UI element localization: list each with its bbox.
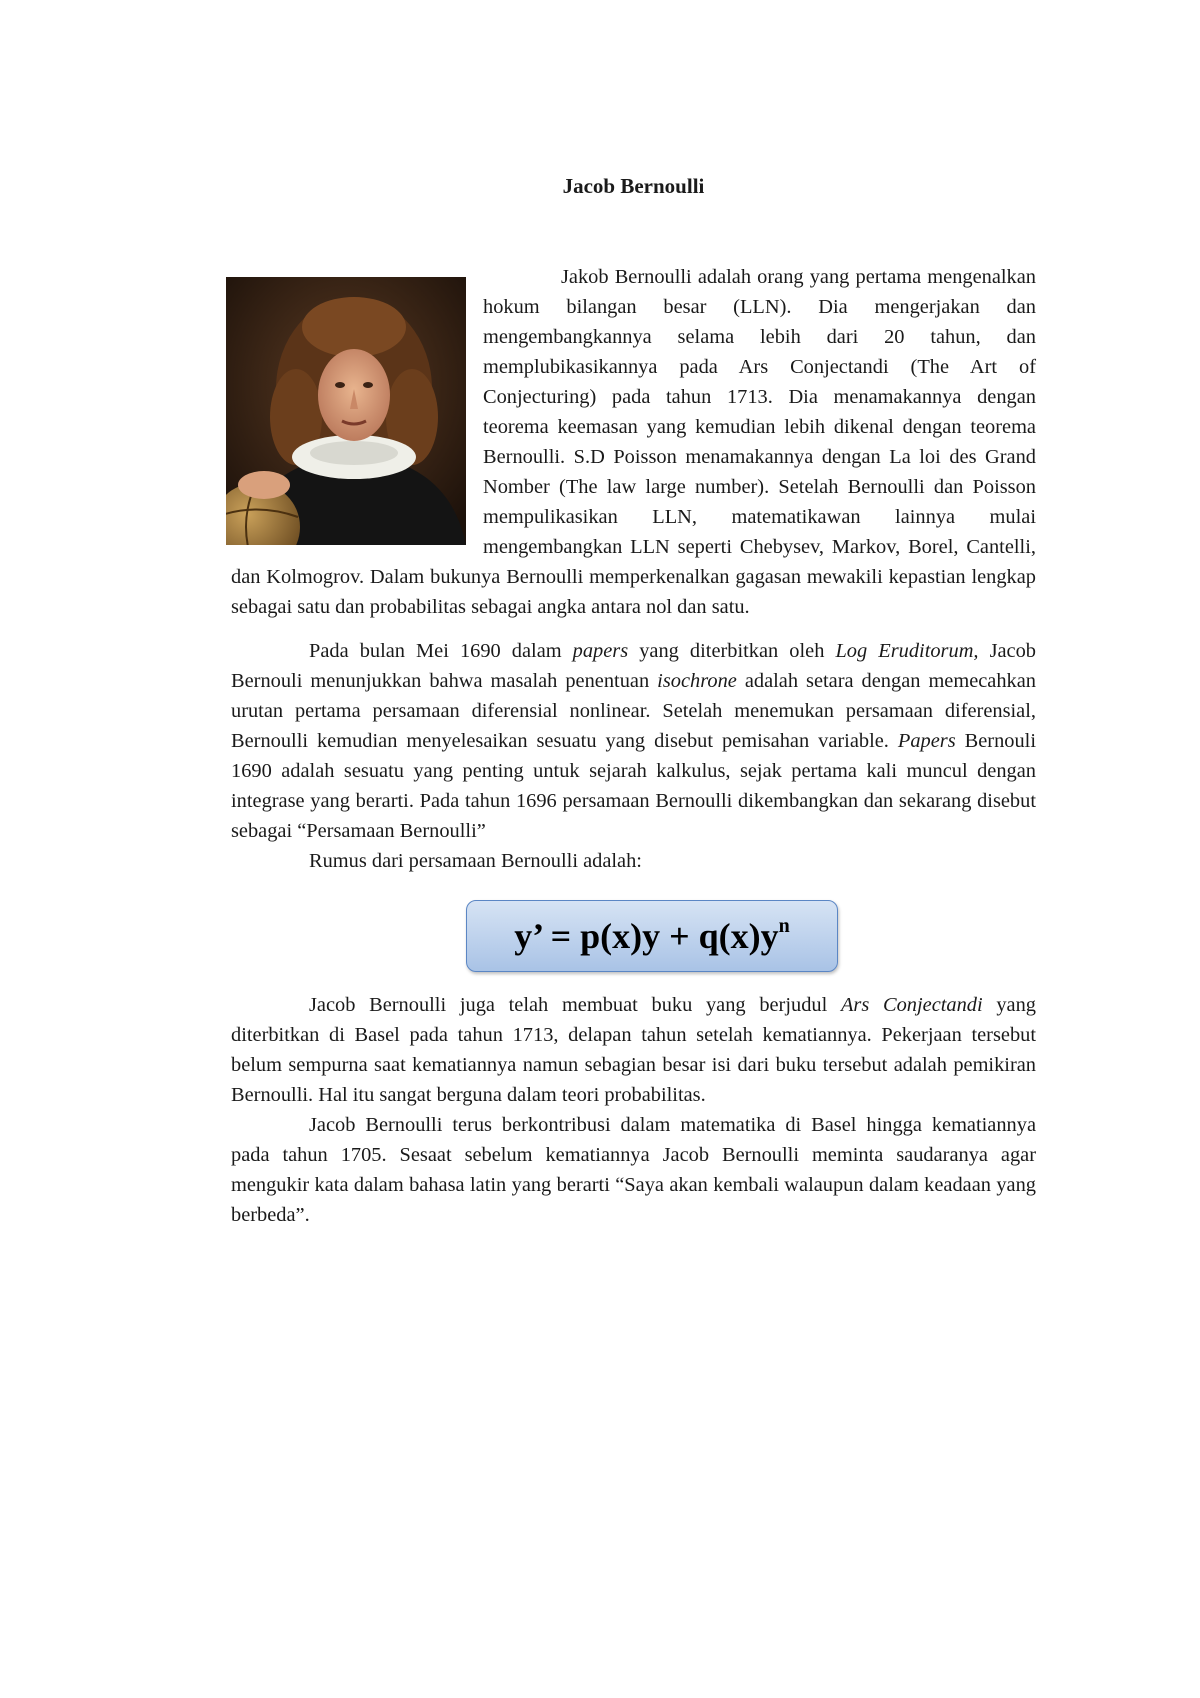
portrait-image <box>226 277 466 545</box>
paragraph-ars-text-1: Jacob Bernoulli juga telah membuat buku yang berjudul <box>309 994 841 1016</box>
formula-main: y’ = p(x)y + q(x)y <box>514 916 779 956</box>
paragraph-ars-italic-1: Ars Conjectandi <box>840 994 983 1016</box>
paragraph-formula-intro: Rumus dari persamaan Bernoulli adalah: <box>309 850 642 872</box>
paragraph-papers-italic-3: isochrone <box>657 670 737 692</box>
paragraph-papers-text-1: Pada bulan Mei 1690 dalam <box>309 640 573 662</box>
paragraph-papers-italic-4: Papers <box>897 730 956 752</box>
document-body <box>231 262 1036 1230</box>
paragraph-papers <box>231 636 1036 846</box>
paragraph-legacy: Jacob Bernoulli terus berkontribusi dalam matematika di Basel hingga kematiannya pada tahun 1705. Sesaat sebelum kematiannya Jacob Bernoulli meminta saudaranya agar mengukir kata dalam bahasa latin yang berarti “Saya akan kembali walaupun dalam keadaan yang berbeda”. <box>231 1114 1036 1226</box>
paragraph-intro: Jakob Bernoulli adalah orang yang pertama mengenalkan hokum bilangan besar (LLN). Dia mengerjakan dan mengembangkannya selama lebih dari 20 tahun, dan memplubikasikannya pada Ars Conjectandi (The Art of Conjecturing) pada tahun 1713. Dia menamakannya dengan teorema keemasan yang kemudian lebih dikenal dengan teorema Bernoulli. S.D Poisson menamakannya dengan La loi des Grand Nomber (The law large number). Setelah Bernoulli dan Poisson mempulikasikan LLN, matematikawan lainnya mulai mengembangkan LLN seperti Chebysev, Markov, Borel, Cantelli, dan Kolmogrov. Dalam bukunya Bernoulli memperkenalkan gagasan mewakili kepastian lengkap sebagai satu dan probabilitas sebagai angka antara nol dan satu. <box>231 266 1036 618</box>
page-title: Jacob Bernoulli <box>562 174 705 198</box>
paragraph-papers-text-4: adalah setara dengan memecahkan urutan pertama persamaan diferensial nonlinear. Setelah menemukan persamaan diferensial, Bernoulli kemudian menyelesaikan sesuatu yang disebut pemisahan variable. <box>231 670 1036 752</box>
formula-container <box>231 900 1036 972</box>
formula-exponent: n <box>778 915 790 937</box>
paragraph-papers-italic-1: papers <box>572 640 629 662</box>
paragraph-ars-conjectandi <box>231 990 1036 1110</box>
bernoulli-formula <box>466 900 838 972</box>
portrait-illustration <box>226 277 466 545</box>
paragraph-papers-text-3: Jacob Bernouli menunjukkan bahwa masalah penentuan <box>231 640 1036 692</box>
paragraph-papers-text-5: Bernouli 1690 adalah sesuatu yang penting untuk sejarah kalkulus, sejak pertama kali muncul dengan integrase yang berarti. Pada tahun 1696 persamaan Bernoulli dikembangkan dan sekarang disebut sebagai “Persamaan Bernoulli” <box>231 730 1036 842</box>
paragraph-ars-text-2: yang diterbitkan di Basel pada tahun 1713, delapan tahun setelah kematiannya. Pekerjaan tersebut belum sempurna saat kematiannya namun sebagian besar isi dari buku tersebut adalah pemikiran Bernoulli. Hal itu sangat berguna dalam teori probabilitas. <box>231 994 1036 1106</box>
paragraph-papers-text-2: yang diterbitkan oleh <box>628 640 836 662</box>
paragraph-papers-italic-2: Log Eruditorum, <box>835 640 979 662</box>
